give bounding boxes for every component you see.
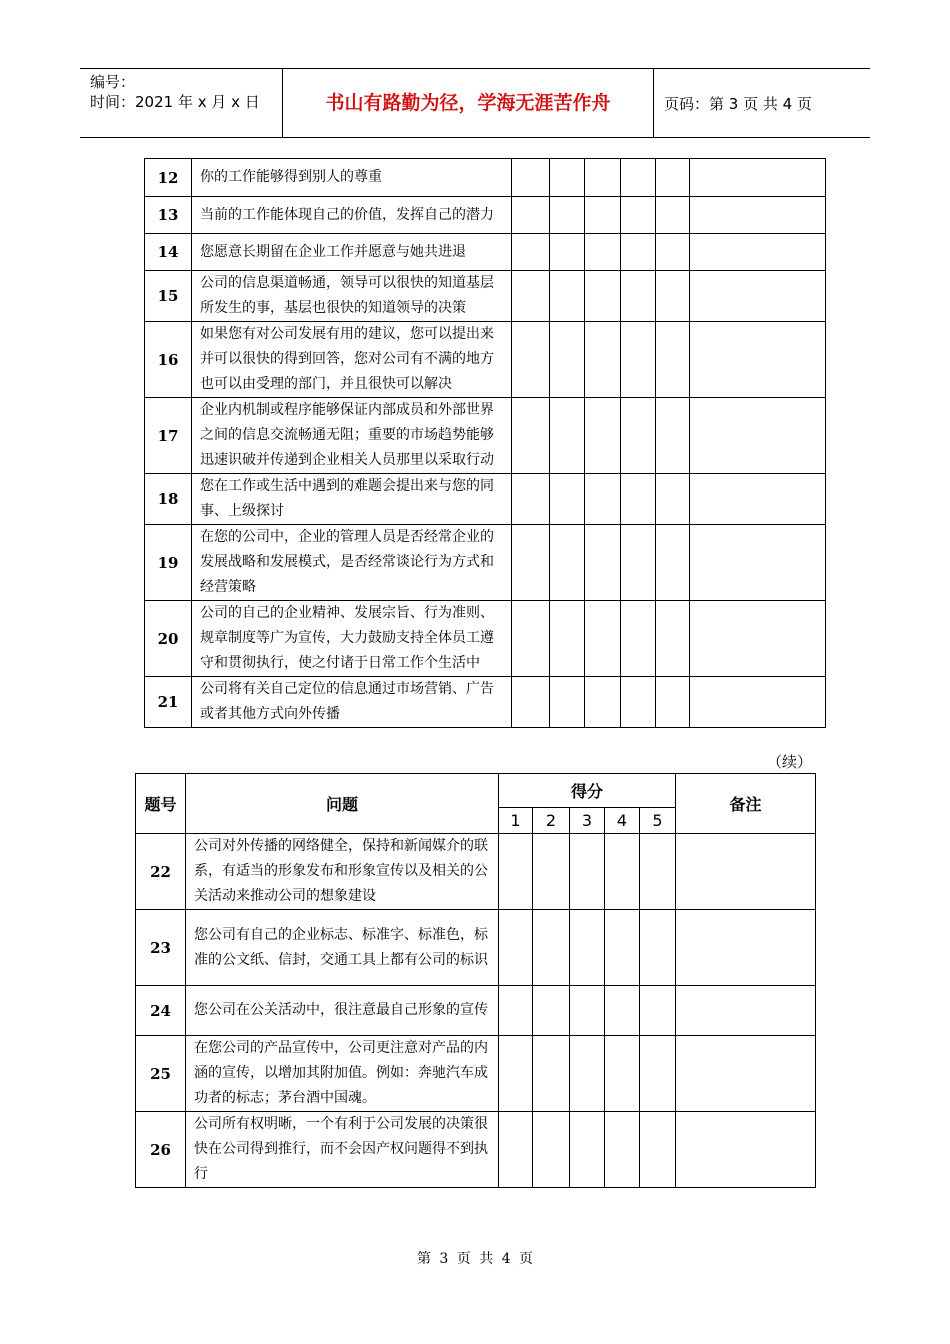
question-number: 13 (145, 197, 192, 234)
question-number: 12 (145, 159, 192, 197)
score-cell-5[interactable] (656, 197, 690, 234)
score-cell-5[interactable] (656, 271, 690, 322)
score-cell-4[interactable] (605, 1036, 640, 1112)
score-cell-4[interactable] (621, 525, 656, 601)
score-cell-5[interactable] (640, 986, 676, 1036)
remark-cell[interactable] (690, 234, 826, 271)
score-cell-2[interactable] (550, 159, 585, 197)
remark-cell[interactable] (690, 677, 826, 728)
survey-table-part-1-body (145, 159, 826, 728)
score-cell-5[interactable] (656, 398, 690, 474)
score-cell-5[interactable] (640, 910, 676, 986)
table-row (136, 1112, 816, 1188)
remark-cell[interactable] (690, 197, 826, 234)
score-cell-3[interactable] (570, 910, 605, 986)
question-text: 在您的公司中，企业的管理人员是否经常企业的发展战略和发展模式，是否经常谈论行为方式和经营策略 (192, 525, 512, 601)
question-number: 14 (145, 234, 192, 271)
document-number-label: 编号： (90, 73, 136, 91)
score-cell-3[interactable] (585, 601, 621, 677)
score-cell-3[interactable] (585, 398, 621, 474)
score-option-2: 2 (533, 808, 570, 834)
score-cell-1[interactable] (512, 271, 550, 322)
score-cell-5[interactable] (656, 159, 690, 197)
survey-table-part-2-body (136, 834, 816, 1188)
score-cell-3[interactable] (585, 271, 621, 322)
score-cell-4[interactable] (621, 474, 656, 525)
score-cell-2[interactable] (550, 474, 585, 525)
survey-table-part-2 (135, 773, 816, 1188)
remark-cell[interactable] (676, 910, 816, 986)
score-cell-4[interactable] (621, 398, 656, 474)
score-cell-2[interactable] (550, 677, 585, 728)
score-cell-1[interactable] (512, 398, 550, 474)
score-cell-5[interactable] (656, 677, 690, 728)
table-row (136, 910, 816, 986)
score-cell-4[interactable] (621, 197, 656, 234)
question-text: 公司对外传播的网络健全，保持和新闻媒介的联系，有适当的形象发布和形象宣传以及相关的公关活动来推动公司的想象建设 (186, 834, 499, 910)
question-number: 18 (145, 474, 192, 525)
remark-cell[interactable] (690, 322, 826, 398)
table-row (145, 474, 826, 525)
question-text: 公司的信息渠道畅通，领导可以很快的知道基层所发生的事，基层也很快的知道领导的决策 (192, 271, 512, 322)
score-cell-2[interactable] (533, 910, 570, 986)
table-row (145, 197, 826, 234)
score-cell-1[interactable] (512, 159, 550, 197)
question-number: 19 (145, 525, 192, 601)
score-cell-2[interactable] (550, 398, 585, 474)
column-header-score: 得分 (499, 774, 676, 808)
score-cell-1[interactable] (512, 234, 550, 271)
score-cell-3[interactable] (570, 986, 605, 1036)
score-cell-4[interactable] (621, 677, 656, 728)
score-cell-5[interactable] (640, 1036, 676, 1112)
survey-table-part-1 (144, 158, 826, 728)
header-page-number: 页码：第 3 页 共 4 页 (664, 95, 812, 113)
question-number: 21 (145, 677, 192, 728)
question-text: 在您公司的产品宣传中，公司更注意对产品的内涵的宣传，以增加其附加值。例如：奔驰汽车成功者的标志；茅台酒中国魂。 (186, 1036, 499, 1112)
score-option-5: 5 (640, 808, 676, 834)
table-row (145, 398, 826, 474)
question-text: 企业内机制或程序能够保证内部成员和外部世界之间的信息交流畅通无阻；重要的市场趋势能够迅速识破并传递到企业相关人员那里以采取行动 (192, 398, 512, 474)
score-cell-3[interactable] (585, 197, 621, 234)
header-motto-cell (283, 69, 654, 137)
column-header-number: 题号 (136, 774, 186, 834)
score-cell-3[interactable] (585, 159, 621, 197)
score-cell-1[interactable] (512, 601, 550, 677)
score-cell-1[interactable] (499, 910, 533, 986)
column-header-remark: 备注 (676, 774, 816, 834)
question-text: 当前的工作能体现自己的价值，发挥自己的潜力 (192, 197, 512, 234)
score-cell-2[interactable] (533, 986, 570, 1036)
score-cell-2[interactable] (533, 1112, 570, 1188)
score-option-4: 4 (605, 808, 640, 834)
score-cell-4[interactable] (605, 986, 640, 1036)
question-text: 您在工作或生活中遇到的难题会提出来与您的同事、上级探讨 (192, 474, 512, 525)
score-cell-5[interactable] (640, 834, 676, 910)
remark-cell[interactable] (690, 159, 826, 197)
score-cell-3[interactable] (570, 834, 605, 910)
score-cell-1[interactable] (512, 677, 550, 728)
table-row (136, 834, 816, 910)
score-cell-2[interactable] (550, 271, 585, 322)
table-row (145, 322, 826, 398)
question-number: 16 (145, 322, 192, 398)
score-cell-2[interactable] (550, 525, 585, 601)
score-cell-2[interactable] (533, 834, 570, 910)
score-cell-3[interactable] (585, 525, 621, 601)
question-text: 公司所有权明晰，一个有利于公司发展的决策很快在公司得到推行，而不会因产权问题得不到执行 (186, 1112, 499, 1188)
continued-label: （续） (767, 753, 813, 771)
score-cell-3[interactable] (585, 322, 621, 398)
score-cell-5[interactable] (656, 322, 690, 398)
table-row (145, 159, 826, 197)
question-number: 23 (136, 910, 186, 986)
question-number: 25 (136, 1036, 186, 1112)
score-cell-2[interactable] (550, 601, 585, 677)
score-cell-1[interactable] (512, 525, 550, 601)
score-cell-5[interactable] (640, 1112, 676, 1188)
table-row (145, 525, 826, 601)
table-row (145, 677, 826, 728)
question-number: 17 (145, 398, 192, 474)
score-cell-4[interactable] (605, 910, 640, 986)
table-row (145, 601, 826, 677)
header-motto: 书山有路勤为径，学海无涯苦作舟 (325, 92, 611, 114)
score-cell-5[interactable] (656, 601, 690, 677)
question-text: 如果您有对公司发展有用的建议，您可以提出来并可以很快的得到回答，您对公司有不满的地方也可以由受理的部门，并且很快可以解决 (192, 322, 512, 398)
remark-cell[interactable] (690, 271, 826, 322)
score-cell-1[interactable] (512, 197, 550, 234)
score-cell-3[interactable] (585, 474, 621, 525)
question-number: 26 (136, 1112, 186, 1188)
question-number: 15 (145, 271, 192, 322)
score-cell-5[interactable] (656, 474, 690, 525)
remark-cell[interactable] (690, 398, 826, 474)
remark-cell[interactable] (690, 474, 826, 525)
remark-cell[interactable] (690, 525, 826, 601)
score-cell-4[interactable] (605, 1112, 640, 1188)
table-row (136, 986, 816, 1036)
header-page-cell (654, 69, 870, 137)
score-option-1: 1 (499, 808, 533, 834)
table-row (145, 234, 826, 271)
score-cell-4[interactable] (621, 159, 656, 197)
remark-cell[interactable] (676, 1036, 816, 1112)
question-text: 您公司在公关活动中，很注意最自己形象的宣传 (186, 986, 499, 1036)
question-number: 22 (136, 834, 186, 910)
column-header-question: 问题 (186, 774, 499, 834)
remark-cell[interactable] (676, 1112, 816, 1188)
score-cell-1[interactable] (499, 834, 533, 910)
score-cell-1[interactable] (499, 1036, 533, 1112)
score-cell-3[interactable] (585, 234, 621, 271)
table-row (145, 271, 826, 322)
question-text: 您公司有自己的企业标志、标准字、标准色，标准的公文纸、信封，交通工具上都有公司的标识 (186, 910, 499, 986)
score-cell-2[interactable] (550, 197, 585, 234)
remark-cell[interactable] (676, 986, 816, 1036)
score-cell-1[interactable] (512, 474, 550, 525)
document-date-label: 时间：2021 年 x 月 x 日 (90, 93, 260, 111)
question-number: 20 (145, 601, 192, 677)
question-text: 你的工作能够得到别人的尊重 (192, 159, 512, 197)
question-text: 公司的自己的企业精神、发展宗旨、行为准则、规章制度等广为宣传，大力鼓励支持全体员工遵守和贯彻执行，使之付诸于日常工作个生活中 (192, 601, 512, 677)
score-cell-3[interactable] (570, 1112, 605, 1188)
score-cell-1[interactable] (512, 322, 550, 398)
question-number: 24 (136, 986, 186, 1036)
score-option-3: 3 (570, 808, 605, 834)
page-footer: 第 3 页 共 4 页 (416, 1251, 534, 1267)
score-cell-1[interactable] (499, 986, 533, 1036)
score-cell-4[interactable] (621, 234, 656, 271)
remark-cell[interactable] (690, 601, 826, 677)
score-cell-4[interactable] (621, 601, 656, 677)
page-header (80, 68, 870, 138)
score-cell-4[interactable] (605, 834, 640, 910)
score-cell-4[interactable] (621, 322, 656, 398)
score-cell-3[interactable] (570, 1036, 605, 1112)
header-info-cell (80, 69, 283, 137)
score-cell-1[interactable] (499, 1112, 533, 1188)
table-row (136, 1036, 816, 1112)
question-text: 公司将有关自己定位的信息通过市场营销、广告或者其他方式向外传播 (192, 677, 512, 728)
score-cell-2[interactable] (550, 234, 585, 271)
remark-cell[interactable] (676, 834, 816, 910)
score-cell-5[interactable] (656, 525, 690, 601)
score-cell-3[interactable] (585, 677, 621, 728)
score-cell-5[interactable] (656, 234, 690, 271)
question-text: 您愿意长期留在企业工作并愿意与她共进退 (192, 234, 512, 271)
score-cell-2[interactable] (533, 1036, 570, 1112)
score-cell-2[interactable] (550, 322, 585, 398)
score-cell-4[interactable] (621, 271, 656, 322)
